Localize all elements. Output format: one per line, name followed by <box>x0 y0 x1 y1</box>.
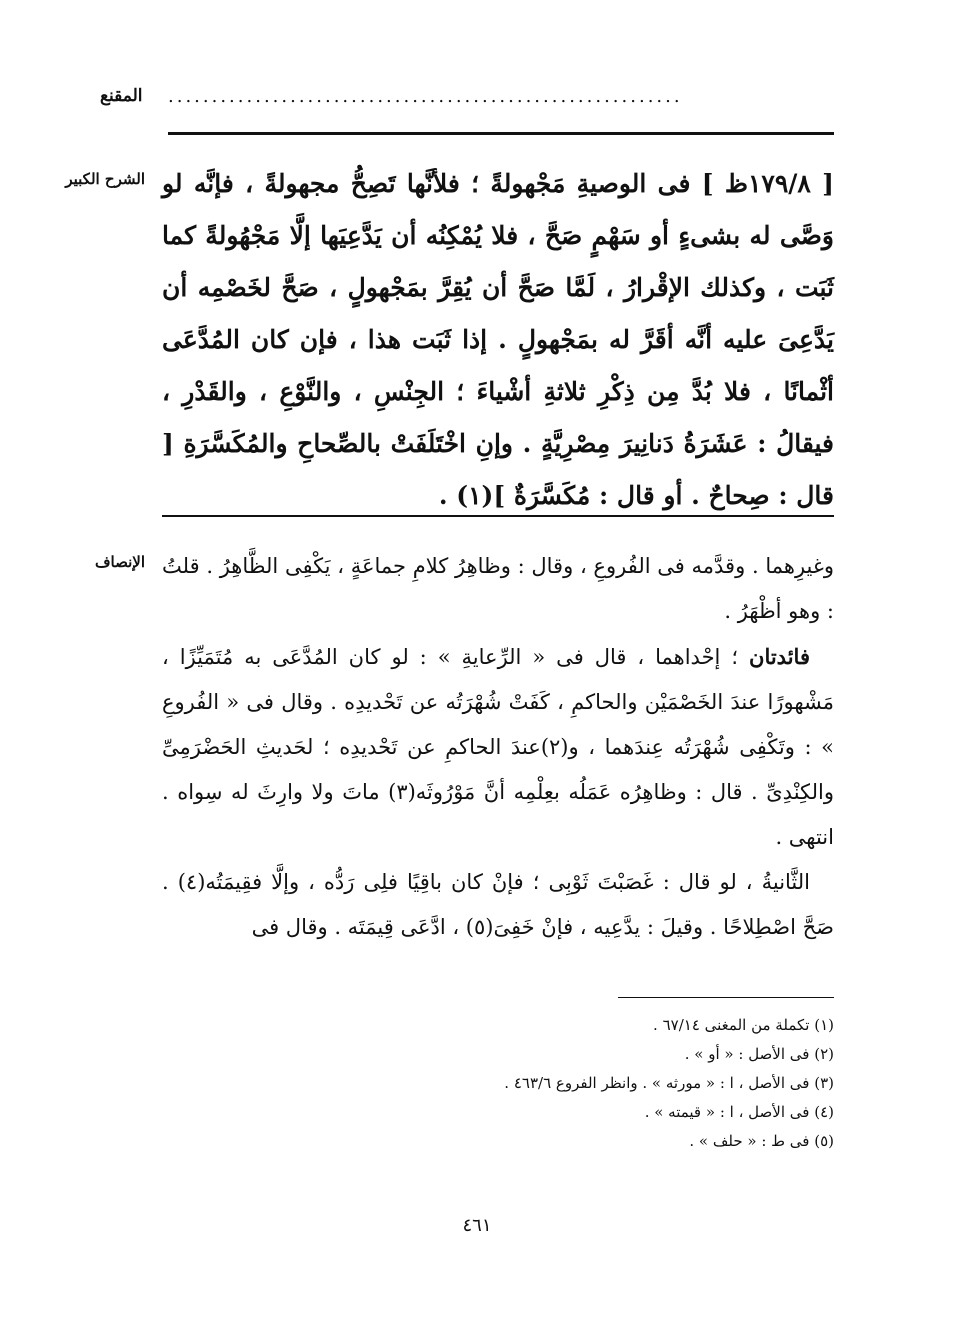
header-rule <box>168 132 834 135</box>
side-label-insaf: الإنصاف <box>94 553 145 571</box>
page-number: ٤٦١ <box>462 1215 492 1236</box>
footnote-3: (٣) فى الأصل ، ا : « مورثه » . وانظر الفروع ٤٦٣/٦ . <box>504 1074 834 1092</box>
insaf-paragraph-1: وغيرِهما . وقدَّمه فى الفُروعِ ، وقال : وظاهِرُ كلامِ جماعَةٍ ، يَكْفِى الظَّاهِرُ . قلتُ : وهو أظْهَرُ . <box>162 554 834 623</box>
footnote-2: (٢) فى الأصل : « أو » . <box>684 1045 834 1063</box>
insaf-paragraph-2-lead: فائدتان <box>749 644 810 669</box>
running-header-title: المقنع <box>100 86 143 106</box>
footnote-4: (٤) فى الأصل ، ا : « قيمته » . <box>644 1103 834 1121</box>
footnote-5: (٥) فى ط : « حلف » . <box>689 1132 834 1150</box>
side-label-sharh: الشرح الكبير <box>65 170 145 188</box>
insaf-paragraph-2-text: ؛ إحْداهما ، قال فى « الرِّعايةِ » : لو كان المُدَّعَى به مُتَمَيِّزًا ، مَشْهورًا عندَ الخَصْمَيْن والحاكمِ ، كَفَتْ شُهْرَتُه عن تَحْديدِه . وقال فى « الفُروعِ » : وتَكْفِى شُهْرَتُه عِندَهما ، و(٢)عندَ الحاكمِ عن تَحْديدِه ؛ لحَديثِ الحَضْرَمِىِّ والكِنْدِىِّ . قال : وظاهِرُه عَمَلُه بعِلْمِه أنَّ مَوْرُوثَه(٣) ماتَ ولا وارِثَ له سِواه . انتهى . <box>162 645 835 849</box>
footnote-1: (١) تكملة من المغنى ٦٧/١٤ . <box>653 1016 834 1034</box>
insaf-paragraph-3: الثَّانيةُ ، لو قال : غَصَبْتَ ثَوْبِى ؛ فإنْ كان باقِيًا فلِى رَدُّه ، وإلَّا فقِيمَتُه(٤) . صَحَّ اصْطِلاحًا . وقيلَ : يدَّعِيه ، فإنْ خَفِىَ(٥) ، ادَّعَى قِيمَتَه . وقال فى <box>162 870 834 939</box>
insaf-text-block <box>162 544 834 950</box>
insaf-paragraph-2 <box>162 634 834 860</box>
running-header-dots: ........................................................... <box>168 86 683 107</box>
section-divider <box>162 515 834 517</box>
sharh-text-block: [ ١٧٩/٨ظ ] فى الوصيةِ مَجْهولةً ؛ فلأنَّها تَصِحُّ مجهولةً ، فإنَّه لو وَصَّى له بشىءٍ أو سَهْمٍ صَحَّ ، فلا يُمْكِنُه أن يَدَّعِيَها إلَّا مَجْهُولةً كما ثَبَت ، وكذلك الإقْرارُ ، لَمَّا صَحَّ أن يُقِرَّ بمَجْهولٍ ، صَحَّ لخَصْمِه أن يَدَّعِىَ عليه أنَّه أقَرَّ له بمَجْهولٍ . إذا ثَبَت هذا ، فإن كان المُدَّعَى أثْمانًا ، فلا بُدَّ مِن ذِكْرِ ثلاثةِ أشْياءَ ؛ الجِنْسِ ، والنَّوْعِ ، والقَدْرِ ، فيقالُ : عَشَرَةُ دَنانِيرَ مِصْرِيَّةٍ . وإنِ اخْتَلَفَتْ بالصِّحاحِ والمُكَسَّرَةِ [ قال : صِحاحٌ . أو قال : مُكَسَّرَةٌ ](١) . <box>162 169 834 510</box>
footnote-rule <box>618 997 834 998</box>
footnotes <box>380 1011 834 1156</box>
